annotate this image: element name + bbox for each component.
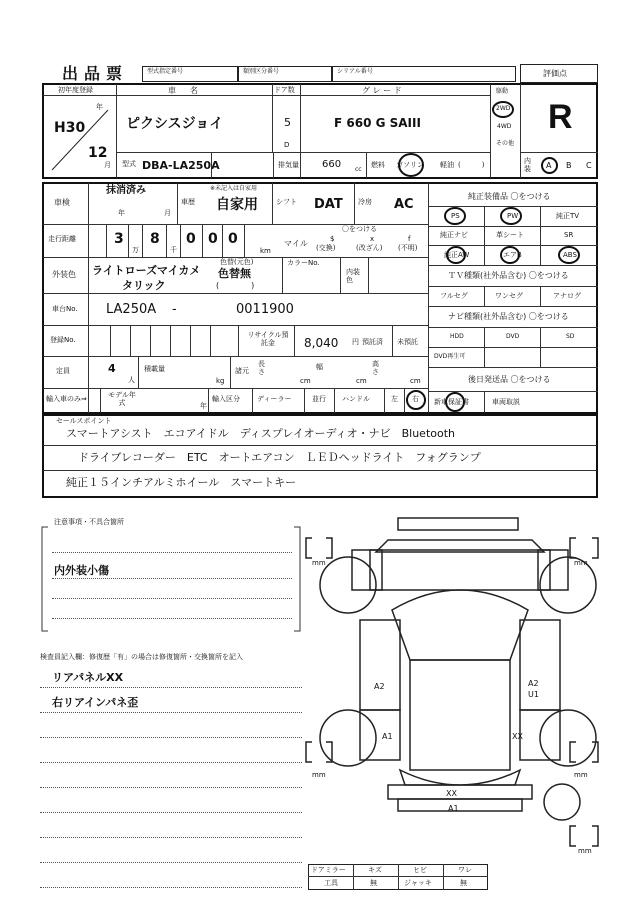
chassis-dash: -	[172, 302, 177, 317]
first-reg-month-unit: 月	[104, 161, 111, 169]
load-unit: kg	[216, 377, 225, 385]
inspection-value: 抹消済み	[106, 185, 146, 196]
equip-abs: ABS	[563, 251, 577, 259]
mileage-opt1b: (交換)	[316, 244, 336, 252]
later-warranty: 新車保証書	[434, 398, 469, 406]
category-number-label: 類別区分番号	[243, 68, 280, 75]
rear-window	[400, 770, 520, 785]
bracket-fl-2	[326, 538, 332, 558]
mileage-opt2b: (改ざん)	[356, 244, 383, 252]
mark-right-xx: XX	[512, 732, 523, 741]
mark-right-a2: A2	[528, 679, 539, 688]
chassis-label: 車台No.	[52, 305, 78, 313]
recycle-unit: 円	[352, 338, 359, 346]
color-code-label: カラーNo.	[287, 259, 320, 267]
capacity-unit: 人	[128, 376, 135, 384]
serial-number-box	[332, 66, 516, 82]
equip-navi: 純正ナビ	[440, 231, 468, 239]
roof	[410, 660, 510, 770]
mm-fl: mm	[312, 559, 326, 567]
equip-pw-circle	[500, 207, 522, 225]
interior-b: B	[566, 161, 572, 170]
serial-number-label: シリアル番号	[337, 68, 373, 75]
footer-header-4: ワレ	[458, 866, 472, 874]
mileage-digit-1: 3	[114, 231, 124, 247]
length-label: 長さ	[258, 360, 265, 376]
type-designation-box	[142, 66, 238, 82]
equip-airbag-circle	[500, 246, 520, 264]
sales-line-3: 純正１５インチアルミホイール スマートキー	[66, 476, 297, 489]
capacity-label: 定員	[56, 367, 70, 375]
mileage-man: 万	[132, 246, 139, 254]
dims-label: 諸元	[235, 367, 249, 375]
sales-label: セールスポイント	[56, 417, 112, 425]
color-change-value: 色替無	[218, 267, 251, 280]
navi-title: ナビ種類(社外品含む) 〇をつける	[448, 312, 569, 321]
hood-outline	[370, 550, 550, 590]
footer-header-3: ヒビ	[413, 866, 427, 874]
mileage-km: km	[260, 247, 271, 255]
history-value: 自家用	[216, 197, 258, 213]
equip-ps: PS	[451, 212, 460, 220]
handle-right: 右	[412, 395, 419, 403]
color-label: 外装色	[52, 270, 76, 279]
category-number-box	[238, 66, 332, 82]
color-name-2: タリック	[122, 279, 166, 292]
height-label: 高さ	[372, 360, 379, 376]
later-warranty-circle	[445, 392, 465, 412]
navi-dvd: DVD	[506, 333, 520, 340]
rear-right-tire	[540, 710, 596, 766]
handle-label: ハンドル	[342, 395, 370, 403]
fuel-circle	[398, 153, 424, 177]
bracket-sp	[570, 826, 576, 846]
first-reg-year: H30	[54, 120, 86, 136]
model-label: 型式	[122, 160, 136, 168]
inspector-title: 検査員記入欄：修復歴「有」の場合は修復箇所・交換箇所を記入	[40, 653, 243, 661]
equip-pw: PW	[507, 212, 519, 220]
sales-line-2: ドライブレコーダー ETC オートエアコン ＬＥＤヘッドライト フォグランプ	[78, 451, 481, 464]
bracket-sp-2	[592, 826, 598, 846]
import-label: 輸入車のみ⇒	[46, 395, 87, 403]
first-reg-divider	[50, 100, 112, 172]
mileage-digit-5: 0	[228, 231, 238, 247]
bracket-rl	[306, 742, 312, 762]
fuel-gasoline: ガソリン	[396, 161, 424, 169]
color-change-paren: ( )	[216, 281, 255, 290]
car-name: ピクシスジョイ	[126, 116, 224, 132]
bracket-fr	[570, 538, 576, 558]
mm-spare: mm	[578, 847, 592, 855]
import-category-label: 輸入区分	[212, 395, 240, 403]
tv-fullseg: フルセグ	[440, 292, 468, 300]
interior-a-circle	[541, 157, 558, 174]
bracket-fr-2	[592, 538, 598, 558]
displacement-value: 660	[322, 159, 342, 170]
recycle-label: リサイクル預託金	[247, 331, 289, 348]
equip-aw: 純正AW	[444, 251, 470, 259]
grade-label: グ レ ー ド	[362, 86, 402, 95]
evaluation-score: R	[548, 98, 573, 136]
equip-aw-circle	[446, 246, 466, 264]
mileage-opt1: $	[330, 235, 335, 243]
equip-ps-circle	[444, 207, 466, 225]
front-right-fender	[538, 550, 568, 590]
front-bumper	[398, 518, 518, 530]
model-value: DBA-LA250A	[142, 159, 220, 172]
width-unit: cm	[356, 377, 367, 385]
length-unit: cm	[300, 377, 311, 385]
notes-title: 注意事項・不具合箇所	[54, 518, 124, 526]
equip-sr: SR	[564, 231, 574, 239]
mark-left-a1: A1	[382, 732, 393, 741]
drive-other: その他	[496, 140, 515, 147]
fuel-label: 燃料	[371, 161, 385, 169]
later-title: 後日発送品 〇をつける	[468, 375, 551, 384]
interior-color-label: 内装色	[346, 268, 360, 285]
model-year-label: モデル年式	[108, 391, 136, 408]
mileage-label: 走行距離	[48, 235, 76, 243]
deposit-done: 預託済	[362, 338, 383, 346]
name-label: 車 名	[168, 86, 201, 95]
interior-label: 内装	[524, 157, 531, 173]
later-manual: 車両取説	[492, 398, 520, 406]
type-designation-label: 型式指定番号	[147, 68, 184, 75]
width-label: 幅	[316, 363, 323, 371]
notes-text: 内外装小傷	[54, 564, 109, 577]
inspection-label: 車検	[54, 198, 70, 207]
drive-4wd: 4WD	[497, 123, 512, 130]
mm-rl: mm	[312, 771, 326, 779]
drive-label: 駆動	[496, 88, 509, 95]
doors-label: ドア数	[274, 86, 295, 94]
tv-title: ＴＶ種類(社外品含む) 〇をつける	[448, 271, 569, 280]
color-name-1: ライトローズマイカメ	[92, 264, 201, 277]
interior-c: C	[586, 161, 592, 170]
inspection-year-unit: 年	[118, 209, 125, 217]
footer-header-1: ドアミラー	[311, 866, 346, 874]
footer-value-4: 無	[460, 879, 467, 887]
grade-title: 評価点	[543, 69, 567, 78]
footer-value-2: 無	[370, 879, 377, 887]
capacity-value: 4	[108, 362, 116, 375]
registration-label: 登録No.	[50, 336, 76, 344]
mileage-sen: 千	[170, 246, 177, 254]
shift-label: シフト	[276, 198, 297, 206]
handle-left: 左	[391, 395, 398, 403]
fuel-other: ( )	[458, 161, 485, 169]
interior-a: A	[546, 161, 552, 170]
equip-leather: 革シート	[496, 231, 524, 239]
history-note: ※未記入は自家用	[210, 185, 258, 192]
equipment-title: 純正装備品 〇をつける	[468, 192, 551, 201]
inspector-line-1: リアパネルXX	[52, 671, 124, 684]
model-year-unit: 年	[200, 402, 207, 410]
handle-right-circle	[406, 390, 426, 410]
first-reg-month: 12	[88, 145, 108, 161]
spare-tire	[544, 784, 580, 820]
history-label: 車歴	[181, 198, 195, 206]
front-left-fender	[352, 550, 382, 590]
import-parallel: 並行	[312, 395, 326, 403]
left-front-door	[360, 620, 400, 710]
damage-diagram	[300, 510, 610, 870]
mileage-opt3: f	[408, 235, 411, 243]
mileage-mile: マイル	[284, 239, 308, 248]
height-unit: cm	[410, 377, 421, 385]
first-reg-year-unit: 年	[96, 103, 103, 111]
ac-value: AC	[394, 197, 414, 212]
mileage-digit-4: 0	[208, 231, 218, 247]
bracket-fl	[306, 538, 312, 558]
rear-bumper	[398, 799, 522, 811]
mileage-circle-title: 〇をつける	[342, 225, 377, 233]
navi-hdd: HDD	[450, 333, 464, 340]
first-reg-label: 初年度登録	[58, 86, 93, 94]
bracket-rr	[570, 742, 576, 762]
mileage-opt2: x	[370, 235, 375, 243]
mileage-digit-3: 0	[186, 231, 196, 247]
footer-value-1: 工具	[324, 879, 338, 887]
rear-panel	[388, 785, 532, 799]
equip-airbag: エアB	[503, 251, 522, 259]
mark-left-a2: A2	[374, 682, 385, 691]
color-change-label: 色替(元色)	[220, 258, 254, 266]
mm-rr: mm	[574, 771, 588, 779]
tv-oneseg: ワンセグ	[495, 292, 523, 300]
grade-title-box	[520, 64, 598, 83]
footer-value-3: ジャッキ	[404, 879, 432, 887]
drive-2wd-circle	[492, 101, 514, 118]
mileage-digit-2: 8	[150, 231, 160, 247]
shift-value: DAT	[314, 197, 343, 212]
ac-label: 冷房	[358, 198, 372, 206]
fuel-diesel: 軽油	[440, 161, 454, 169]
inspector-line-2: 右リアインパネ歪	[52, 696, 139, 709]
equip-tv: 純正TV	[556, 212, 580, 220]
dvd-playback: DVD再生可	[434, 353, 466, 360]
recycle-value: 8,040	[304, 336, 339, 350]
right-front-door	[520, 620, 560, 710]
mm-fr: mm	[574, 559, 588, 567]
rear-left-tire	[320, 710, 376, 766]
footer-header-2: キズ	[368, 866, 382, 874]
deposit-not: 未預託	[397, 338, 418, 346]
inspection-month-unit: 月	[164, 209, 171, 217]
mileage-opt3b: (不明)	[398, 244, 418, 252]
front-left-tire	[320, 557, 376, 613]
tv-analog: アナログ	[553, 292, 581, 300]
mark-right-u1: U1	[528, 690, 539, 699]
chassis-model: LA250A	[106, 302, 157, 317]
drive-2wd: 2WD	[496, 105, 511, 112]
import-dealer: ディーラー	[257, 395, 292, 403]
chassis-number: 0011900	[236, 302, 294, 317]
navi-sd: SD	[566, 333, 575, 340]
mark-rear-a1: A1	[448, 804, 459, 813]
grade-value: F 660 G SAIII	[334, 116, 421, 130]
doors-unit: D	[284, 141, 290, 149]
displacement-unit: cc	[355, 166, 362, 173]
sales-line-1: スマートアシスト エコアイドル ディスプレイオーディオ・ナビ Bluetooth	[66, 427, 456, 440]
windshield	[392, 590, 528, 660]
mark-rear-xx: XX	[446, 789, 457, 798]
displacement-label: 排気量	[278, 161, 299, 169]
load-label: 積載量	[144, 365, 165, 373]
form-title: 出品票	[62, 64, 129, 83]
doors-value: 5	[284, 116, 291, 129]
equip-abs-circle	[558, 246, 580, 264]
